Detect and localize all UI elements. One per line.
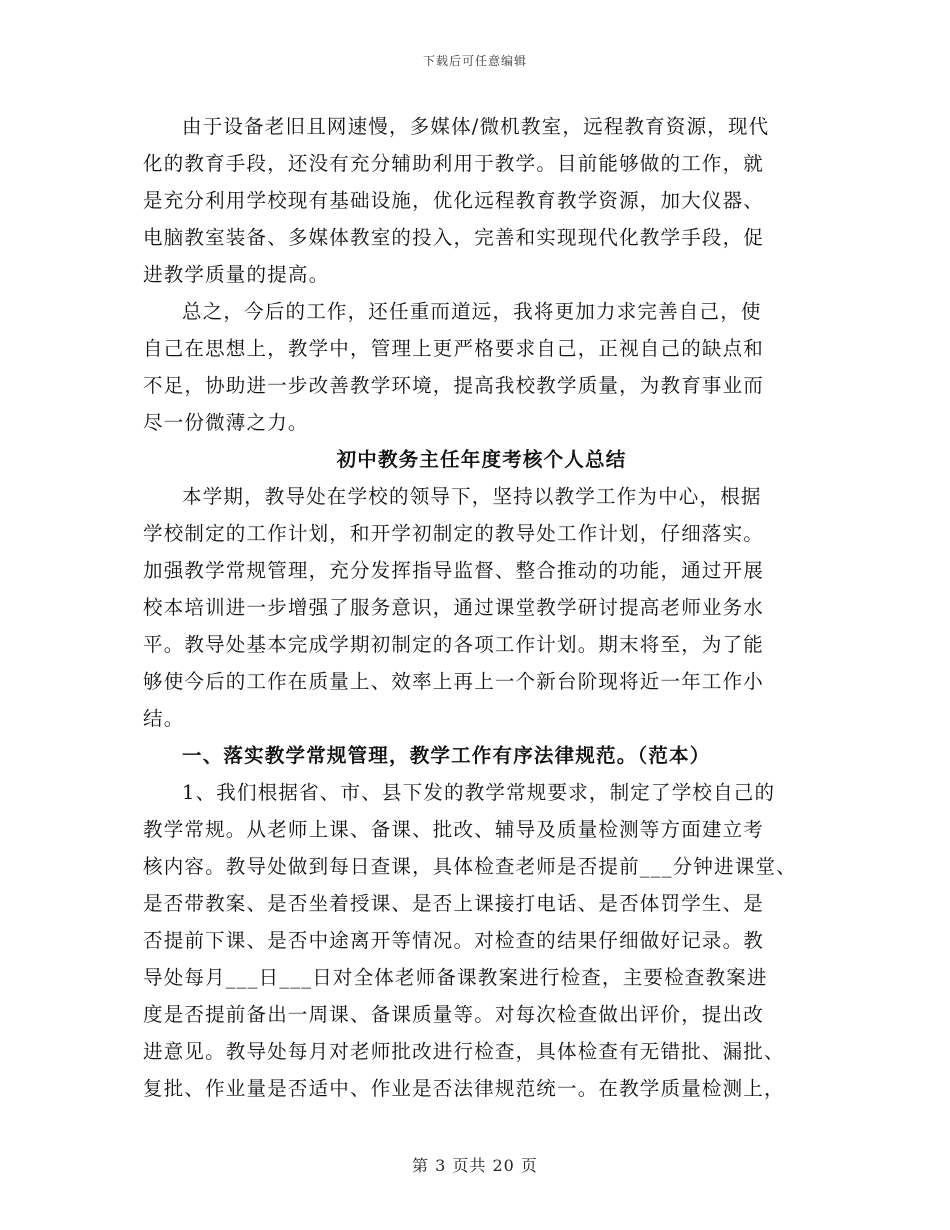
- paragraph-line: 化的教育手段，还没有充分辅助利用于教学。目前能够做的工作，就: [143, 152, 765, 175]
- paragraph-line: 不足，协助进一步改善教学环境，提高我校教学质量，为教育事业而: [143, 374, 765, 397]
- paragraph-line: 进教学质量的提高。: [143, 263, 330, 286]
- page-footer: 第 3 页共 20 页: [412, 1156, 538, 1175]
- paragraph-line: 校本培训进一步增强了服务意识，通过课堂教学研讨提高老师业务水: [143, 596, 765, 619]
- paragraph-line: 进意见。教导处每月对老师批改进行检查，具体检查有无错批、漏批、: [143, 1040, 785, 1063]
- document-body: [143, 108, 808, 1107]
- paragraph-line: 核内容。教导处做到每日查课，具体检查老师是否提前___分钟进课堂、: [143, 855, 797, 878]
- section-heading: 一、落实教学常规管理，教学工作有序法律规范。（范本）: [182, 744, 711, 767]
- paragraph-line: 教学常规。从老师上课、备课、批改、辅导及质量检测等方面建立考: [143, 818, 765, 841]
- paragraph-line: 自己在思想上，教学中，管理上更严格要求自己，正视自己的缺点和: [143, 337, 765, 360]
- paragraph-line: 复批、作业量是否适中、作业是否法律规范统一。在教学质量检测上，: [143, 1077, 785, 1100]
- paragraph-line: 结。: [143, 707, 185, 730]
- paragraph-line: 是否带教案、是否坐着授课、是否上课接打电话、是否体罚学生、是: [143, 892, 765, 915]
- paragraph-line: 平。教导处基本完成学期初制定的各项工作计划。期末将至，为了能: [143, 633, 765, 656]
- paragraph-line: 学校制定的工作计划，和开学初制定的教导处工作计划，仔细落实。: [143, 522, 765, 545]
- paragraph-line: 电脑教室装备、多媒体教室的投入，完善和实现现代化教学手段，促: [143, 226, 765, 249]
- paragraph-line: 总之，今后的工作，还任重而道远，我将更加力求完善自己，使: [182, 300, 762, 323]
- paragraph-line: 由于设备老旧且网速慢，多媒体/微机教室，远程教育资源，现代: [182, 115, 770, 138]
- page-header: 下载后可任意编辑: [422, 54, 527, 68]
- paragraph-line: 尽一份微薄之力。: [143, 411, 309, 434]
- paragraph-line: 加强教学常规管理，充分发挥指导监督、整合推动的功能，通过开展: [143, 559, 765, 582]
- paragraph-line: 够使今后的工作在质量上、效率上再上一个新台阶现将近一年工作小: [143, 670, 765, 693]
- document-title: 初中教务主任年度考核个人总结: [336, 448, 627, 471]
- paragraph-line: 是充分利用学校现有基础设施，优化远程教育教学资源，加大仪器、: [143, 189, 765, 212]
- paragraph-line: 1、我们根据省、市、县下发的教学常规要求，制定了学校自己的: [182, 781, 776, 804]
- paragraph-line: 导处每月___日___日对全体老师备课教案进行检查，主要检查教案进: [143, 966, 768, 989]
- paragraph-line: 否提前下课、是否中途离开等情况。对检查的结果仔细做好记录。教: [143, 929, 765, 952]
- paragraph-line: 本学期，教导处在学校的领导下，坚持以教学工作为中心，根据: [182, 485, 762, 508]
- paragraph-line: 度是否提前备出一周课、备课质量等。对每次检查做出评价，提出改: [143, 1003, 765, 1026]
